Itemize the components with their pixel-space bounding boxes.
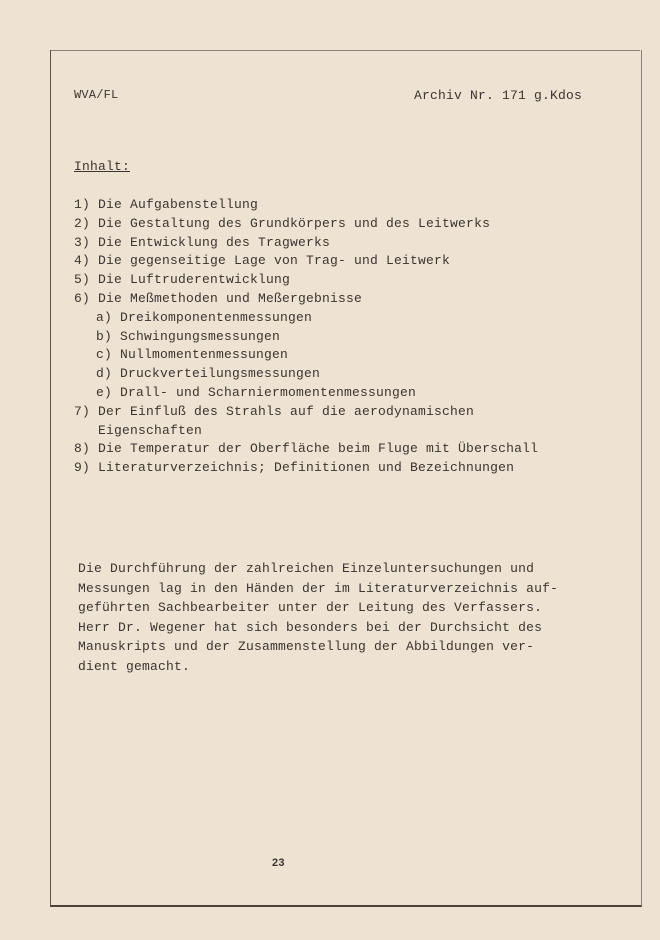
- paragraph-line: dient gemacht.: [78, 659, 191, 674]
- toc-item: 5) Die Luftruderentwicklung: [74, 272, 291, 288]
- toc-item: 9) Literaturverzeichnis; Definitionen und Bezeichnungen: [74, 460, 515, 476]
- toc-item: e) Drall- und Scharniermomentenmessungen: [96, 385, 417, 400]
- paragraph-line: Manuskripts und der Zusammenstellung der Abbildungen ver-: [78, 639, 535, 655]
- toc-item: 4) Die gegenseitige Lage von Trag- und Leitwerk: [74, 253, 451, 269]
- paragraph-line: Messungen lag in den Händen der im Literaturverzeichnis auf-: [78, 580, 559, 596]
- header-reference: WVA/FL: [74, 88, 119, 102]
- archive-number: Archiv Nr. 171 g.Kdos: [414, 88, 583, 103]
- toc-item: b) Schwingungsmessungen: [96, 328, 281, 344]
- toc-item: 1) Die Aufgabenstellung: [74, 197, 259, 212]
- page-number: 23: [272, 857, 285, 869]
- contents-heading: Inhalt:: [74, 159, 131, 174]
- toc-item: c) Nullmomentenmessungen: [96, 347, 289, 363]
- paragraph-line: geführten Sachbearbeiter unter der Leitung des Verfassers.: [78, 600, 543, 616]
- toc-item: Eigenschaften: [74, 422, 203, 438]
- toc-item: 8) Die Temperatur der Oberfläche beim Fluge mit Überschall: [74, 441, 539, 457]
- paragraph-line: Herr Dr. Wegener hat sich besonders bei der Durchsicht des: [78, 619, 543, 635]
- toc-item: a) Dreikomponentenmessungen: [96, 309, 313, 325]
- page-frame: [50, 50, 642, 907]
- paragraph-line: Die Durchführung der zahlreichen Einzeluntersuchungen und: [78, 561, 535, 576]
- toc-item: 6) Die Meßmethoden und Meßergebnisse: [74, 291, 363, 306]
- toc-item: 7) Der Einfluß des Strahls auf die aerodynamischen: [74, 403, 475, 419]
- toc-item: 3) Die Entwicklung des Tragwerks: [74, 234, 331, 250]
- toc-item: d) Druckverteilungsmessungen: [96, 366, 321, 382]
- toc-item: 2) Die Gestaltung des Grundkörpers und des Leitwerks: [74, 215, 491, 231]
